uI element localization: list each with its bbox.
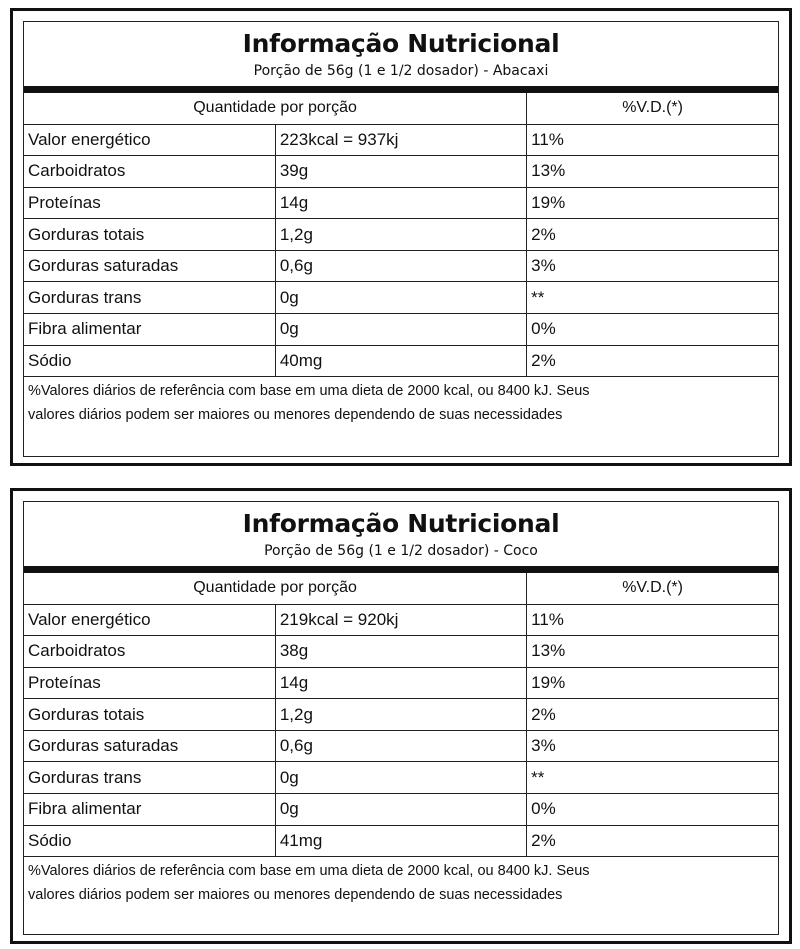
table-row — [24, 794, 778, 826]
nutrient-amount: 0g — [275, 282, 526, 314]
table-row — [24, 314, 778, 346]
header-dv: %V.D.(*) — [527, 573, 778, 604]
table-row — [24, 762, 778, 794]
table-row — [24, 156, 778, 188]
nutrient-name: Gorduras totais — [24, 699, 275, 731]
nutrient-dv: 19% — [527, 667, 778, 699]
nutrient-name: Proteínas — [24, 667, 275, 699]
nutrient-name: Gorduras totais — [24, 219, 275, 251]
table-row — [24, 124, 778, 156]
nutrient-name: Carboidratos — [24, 156, 275, 188]
nutrient-name: Fibra alimentar — [24, 314, 275, 346]
nutrient-dv: 19% — [527, 187, 778, 219]
table-row — [24, 187, 778, 219]
nutrient-dv: 11% — [527, 604, 778, 636]
divider-bar — [24, 566, 778, 573]
footnote-line: valores diários podem ser maiores ou menores dependendo de suas necessidades — [28, 407, 563, 424]
footnote-line: %Valores diários de referência com base em uma dieta de 2000 kcal, ou 8400 kJ. Seus — [28, 863, 590, 880]
nutrient-name: Gorduras saturadas — [24, 730, 275, 762]
header-dv: %V.D.(*) — [527, 93, 778, 124]
nutrition-table — [24, 573, 778, 857]
nutrient-dv: 13% — [527, 636, 778, 668]
nutrient-amount: 1,2g — [275, 219, 526, 251]
nutrient-dv: 13% — [527, 156, 778, 188]
nutrient-dv: 0% — [527, 314, 778, 346]
nutrient-amount: 40mg — [275, 345, 526, 377]
portion-text: Porção de 56g (1 e 1/2 dosador) - Abacaxi — [253, 63, 549, 79]
nutrient-amount: 14g — [275, 187, 526, 219]
footnote-line: %Valores diários de referência com base em uma dieta de 2000 kcal, ou 8400 kJ. Seus — [28, 383, 590, 400]
nutrient-name: Gorduras trans — [24, 282, 275, 314]
nutrient-name: Gorduras saturadas — [24, 250, 275, 282]
nutrient-name: Valor energético — [24, 124, 275, 156]
table-row — [24, 636, 778, 668]
header-quantity: Quantidade por porção — [24, 93, 527, 124]
nutrient-dv: 3% — [527, 250, 778, 282]
nutrient-dv: ** — [527, 282, 778, 314]
nutrient-name: Proteínas — [24, 187, 275, 219]
nutrient-amount: 219kcal = 920kj — [275, 604, 526, 636]
table-header-row — [24, 93, 778, 124]
table-row — [24, 250, 778, 282]
table-row — [24, 345, 778, 377]
footnote — [24, 857, 778, 907]
nutrient-dv: 2% — [527, 699, 778, 731]
footnote-line: valores diários podem ser maiores ou menores dependendo de suas necessidades — [28, 887, 563, 904]
nutrient-amount: 0g — [275, 762, 526, 794]
table-row — [24, 219, 778, 251]
nutrient-dv: 2% — [527, 345, 778, 377]
table-row — [24, 730, 778, 762]
label-title: Informação Nutricional — [242, 509, 560, 538]
nutrient-dv: 3% — [527, 730, 778, 762]
nutrient-dv: 0% — [527, 794, 778, 826]
table-row — [24, 604, 778, 636]
table-header-row — [24, 573, 778, 604]
nutrient-amount: 223kcal = 937kj — [275, 124, 526, 156]
nutrient-name: Fibra alimentar — [24, 794, 275, 826]
label-title: Informação Nutricional — [242, 29, 560, 58]
nutrient-name: Valor energético — [24, 604, 275, 636]
nutrition-label-abacaxi — [10, 8, 792, 466]
nutrient-name: Carboidratos — [24, 636, 275, 668]
nutrient-amount: 14g — [275, 667, 526, 699]
nutrient-amount: 38g — [275, 636, 526, 668]
nutrient-amount: 1,2g — [275, 699, 526, 731]
divider-bar — [24, 86, 778, 93]
nutrient-dv: ** — [527, 762, 778, 794]
nutrition-table — [24, 93, 778, 377]
table-row — [24, 699, 778, 731]
nutrient-name: Gorduras trans — [24, 762, 275, 794]
nutrient-amount: 39g — [275, 156, 526, 188]
nutrition-label-frame — [23, 501, 779, 935]
nutrient-dv: 11% — [527, 124, 778, 156]
nutrient-name: Sódio — [24, 825, 275, 857]
nutrient-amount: 0,6g — [275, 250, 526, 282]
portion-text: Porção de 56g (1 e 1/2 dosador) - Coco — [264, 543, 538, 559]
nutrition-label-coco — [10, 488, 792, 944]
nutrition-label-frame — [23, 21, 779, 457]
nutrient-dv: 2% — [527, 219, 778, 251]
nutrient-amount: 0,6g — [275, 730, 526, 762]
nutrient-amount: 41mg — [275, 825, 526, 857]
footnote — [24, 377, 778, 427]
nutrient-amount: 0g — [275, 314, 526, 346]
table-row — [24, 282, 778, 314]
nutrient-name: Sódio — [24, 345, 275, 377]
table-row — [24, 825, 778, 857]
table-row — [24, 667, 778, 699]
header-quantity: Quantidade por porção — [24, 573, 527, 604]
nutrient-dv: 2% — [527, 825, 778, 857]
nutrient-amount: 0g — [275, 794, 526, 826]
